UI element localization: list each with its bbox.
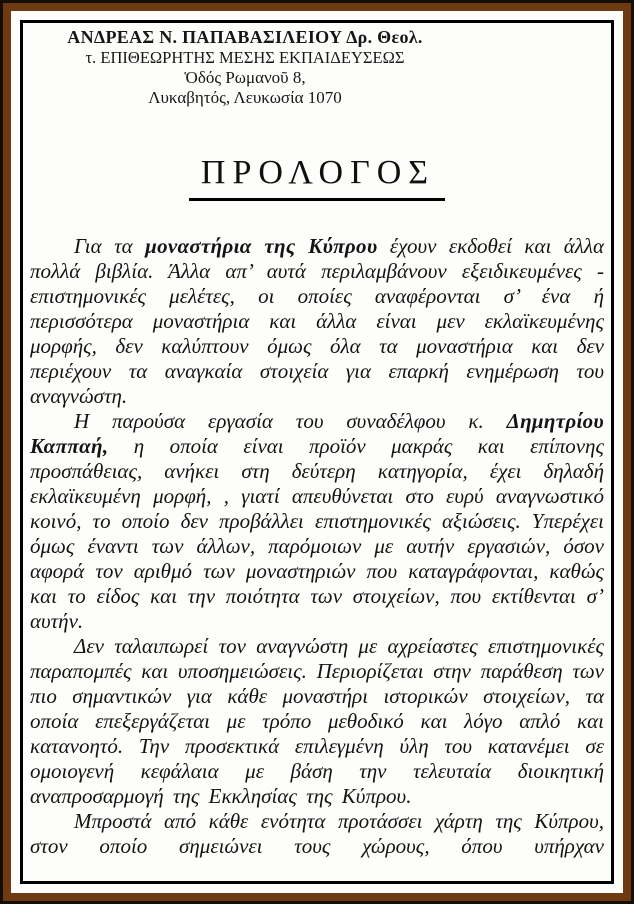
author-role: τ. ΕΠΙΘΕΩΡΗΤΗΣ ΜΕΣΗΣ ΕΚΠΑΙΔΕΥΣΕΩΣ (85, 48, 405, 67)
author-name: ΑΝΔΡΕΑΣ Ν. ΠΑΠΑΒΑΣΙΛΕΙΟΥ Δρ. Θεολ. (67, 27, 423, 47)
frame-white-gap (11, 11, 623, 893)
paragraph-1-post: έχουν εκδοθεί και άλλα πολλά βιβλία. Άλλα απ’ αυτά περιλαμβάνουν εξειδικευμένες - επιστημονικές μελέτες, οι οποίες αναφέρονται σ’ ένα ή περισσότερα μοναστήρια και άλλα είναι μεν εκλαϊκευμένης μορφής, δεν καλύπτουν όμως όλα τα μοναστήρια και δεν περιέχουν τα αναγκαία στοιχεία για επαρκή ενημέρωση του αναγνώστη. (30, 234, 605, 408)
title-row (30, 154, 604, 201)
prologue-body (30, 234, 604, 859)
author-header (30, 27, 460, 108)
page-inner-frame (20, 20, 614, 884)
paragraph-2 (30, 409, 604, 634)
address-city: Λυκαβητός, Λευκωσία 1070 (148, 88, 342, 107)
paragraph-2-bold: Δημητρίου Καππαή, (30, 409, 604, 458)
page-title: ΠΡΟΛΟΓΟΣ (189, 154, 445, 201)
paragraph-1 (30, 234, 604, 409)
paragraph-1-pre: Για τα (74, 234, 146, 258)
address-street: Ὁδός Ρωμανοῦ 8, (184, 68, 306, 87)
paragraph-3: Δεν ταλαιπωρεί τον αναγνώστη με αχρείαστες επιστημονικές παραπομπές και υποσημειώσεις. Περιορίζεται στην παράθεση των πιο σημαντικών για κάθε μοναστήρι ιστορικών στοιχείων, τα οποία επεξεργάζεται με τρόπο μεθοδικό και λόγο απλό και κατανοητό. Την προσεκτικά επιλεγμένη ύλη του κατανέμει σε ομοιογενή κεφάλαια με βάση την τελευταία διοικητική αναπροσαρμογή της Εκκλησίας της Κύπρου. (30, 634, 604, 808)
paragraph-1-bold: μοναστήρια της Κύπρου (145, 234, 378, 258)
paragraph-2-post: η οποία είναι προϊόν μακράς και επίπονης προσπάθειας, ανήκει στη δεύτερη κατηγορία, έχει δηλαδή εκλαϊκευμένη μορφή, , γιατί απευθύνεται στο ευρύ αναγνωστικό κοινό, το οποίο δεν προβάλλει επιστημονικές αξιώσεις. Υπερέχει όμως έναντι των άλλων, παρόμοιων με αυτήν εργασιών, όσον αφορά τον αριθμό των μοναστηριών που καταγράφονται, καθώς και το είδος και την ποιότητα των στοιχείων, που εκτίθενται σ’ αυτήν. (30, 434, 604, 633)
paragraph-2-pre: Η παρούσα εργασία του συναδέλφου κ. (74, 409, 507, 433)
paragraph-4: Μπροστά από κάθε ενότητα προτάσσει χάρτη της Κύπρου, στον οποίο σημειώνει τους χώρους, όπου υπήρχαν (30, 809, 604, 858)
